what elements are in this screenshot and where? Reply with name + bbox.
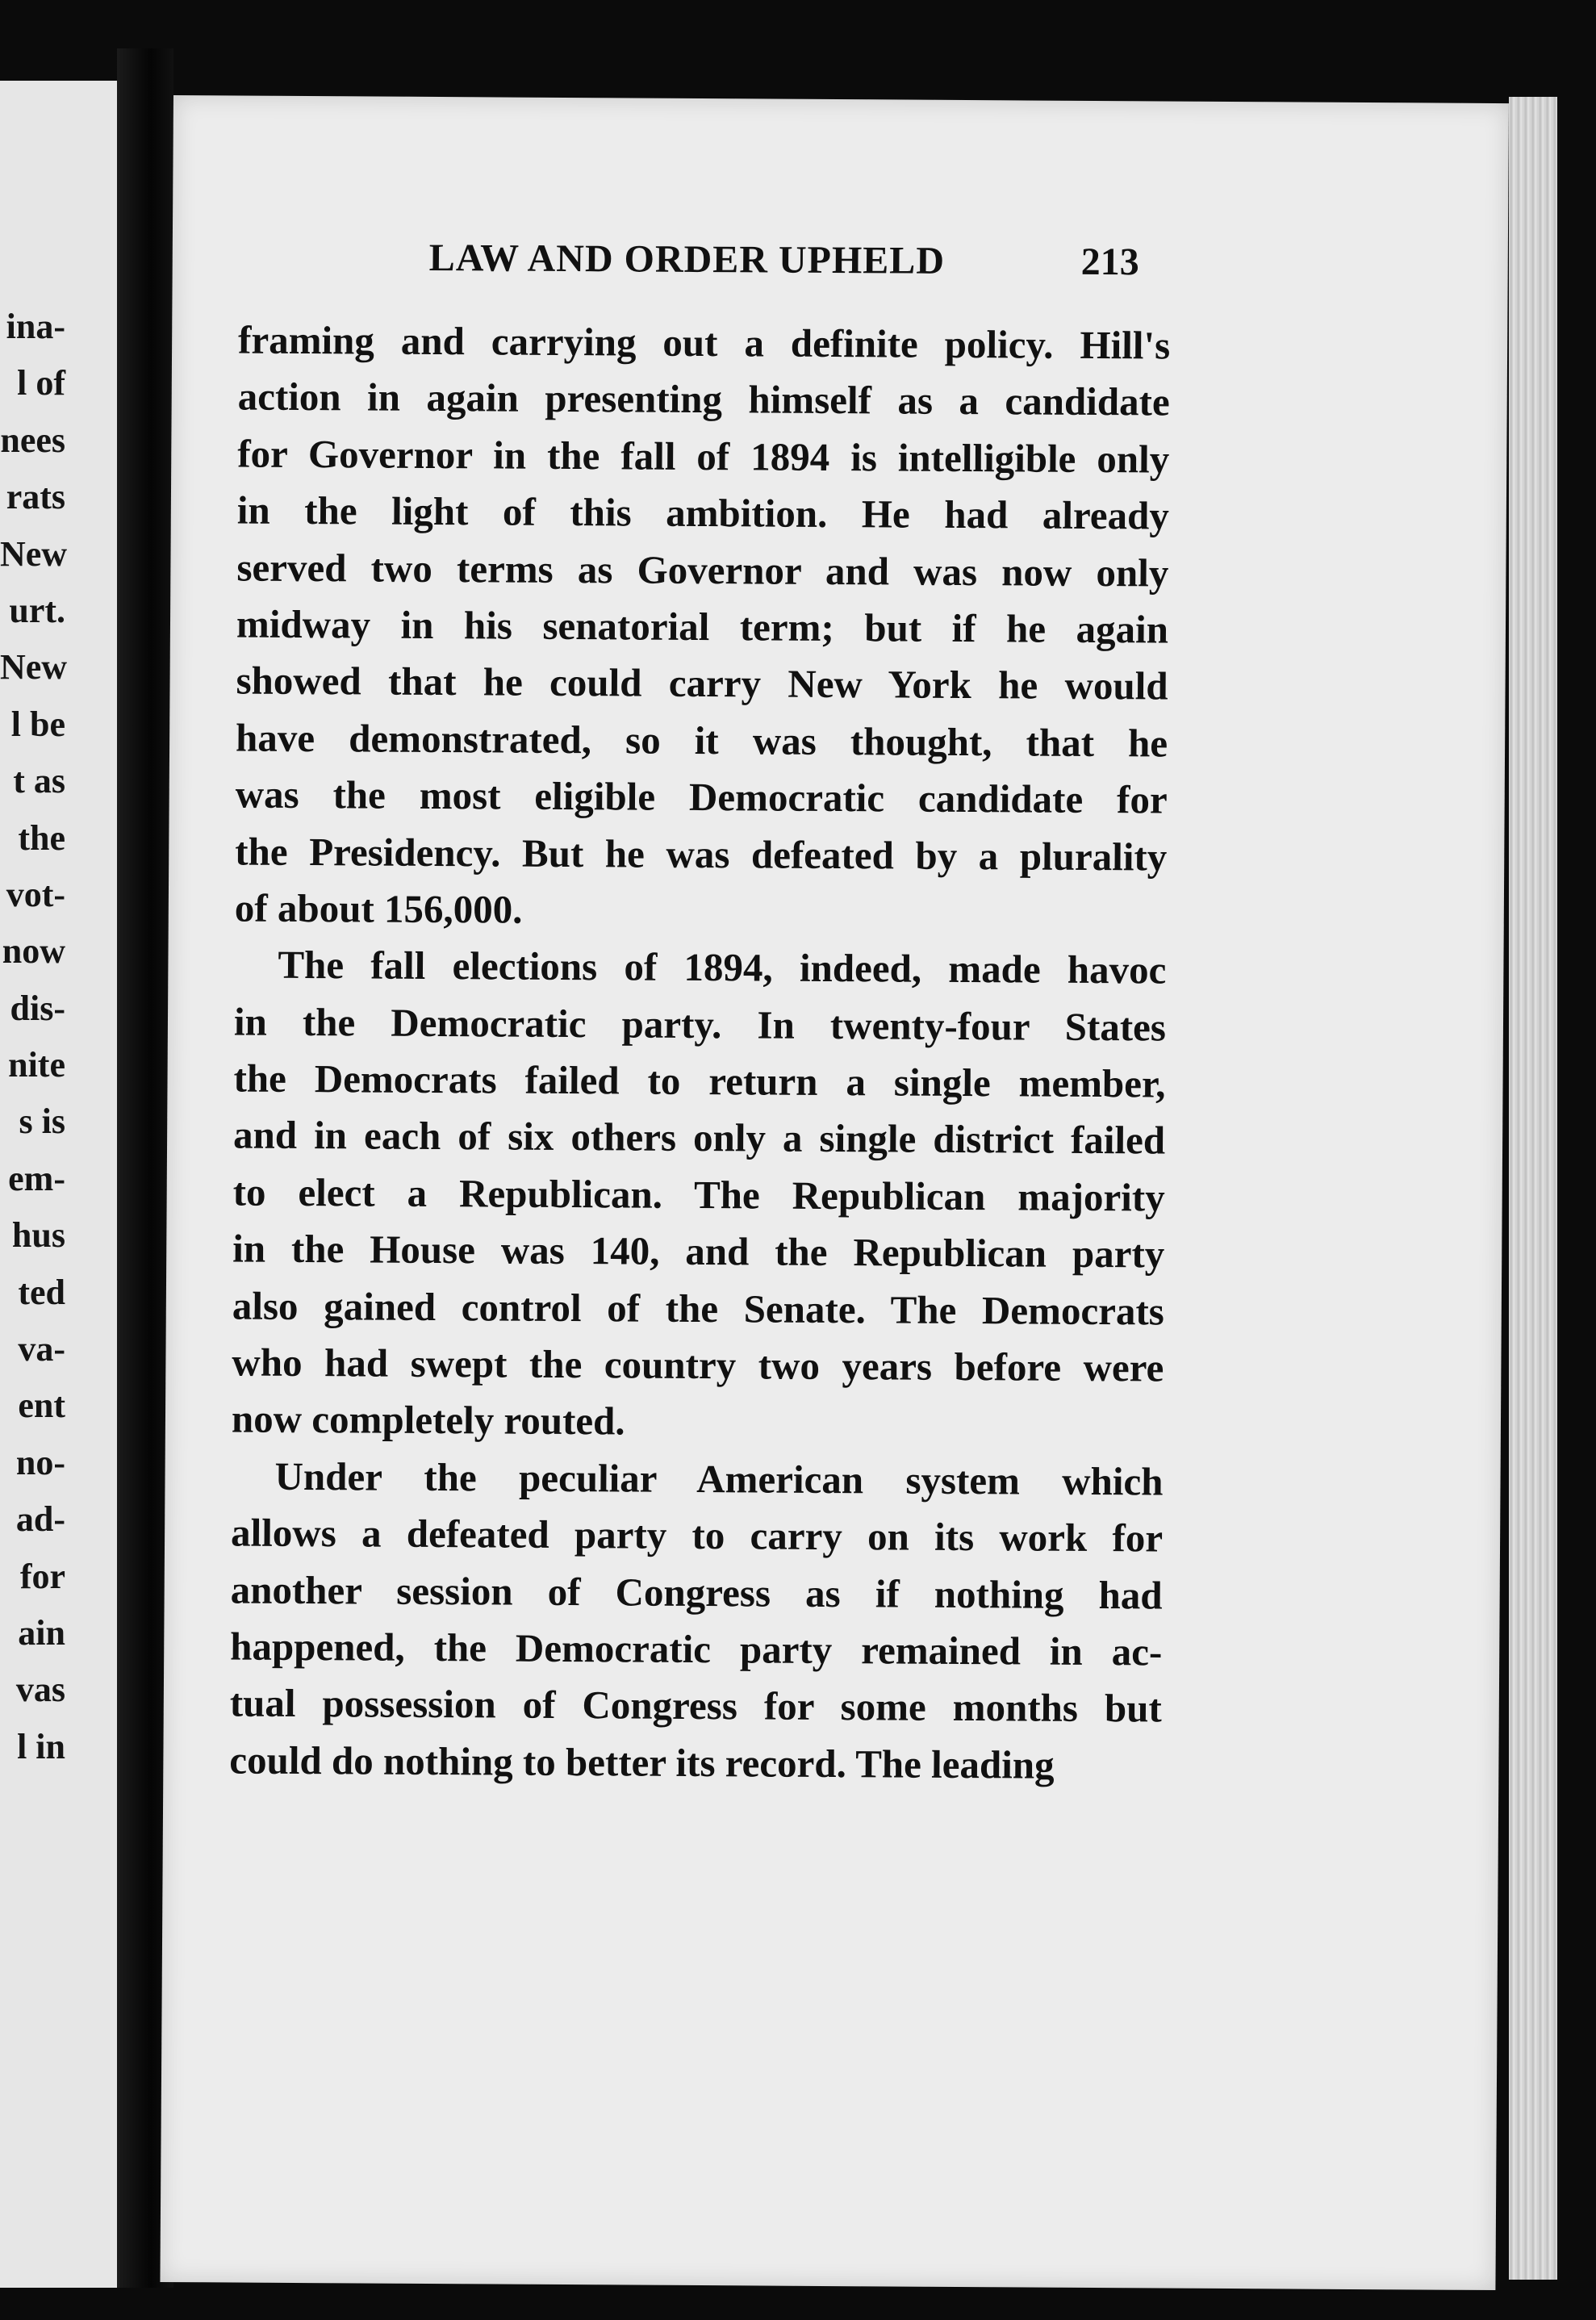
previous-page-line: New <box>0 533 68 574</box>
previous-page-line: l be <box>10 704 65 744</box>
text-line: of about 156,000. <box>234 885 523 932</box>
text-line: was the most eligible Democratic candidate for <box>235 771 1168 822</box>
previous-page-line: ted <box>18 1272 65 1312</box>
previous-page-line: nite <box>8 1045 65 1085</box>
page-body-text <box>229 311 1170 1794</box>
text-line: framing and carrying out a definite policy. Hill's <box>237 317 1171 368</box>
previous-page-line: ain <box>18 1612 65 1653</box>
previous-page-line: dis- <box>10 988 65 1028</box>
book-page <box>160 95 1509 2290</box>
previous-page-line: the <box>18 817 65 858</box>
text-line: could do nothing to better its record. The leading <box>229 1737 1055 1787</box>
previous-page-line: no- <box>15 1442 65 1482</box>
previous-page-line: ad- <box>15 1499 65 1540</box>
text-line: The fall elections of 1894, indeed, made havoc <box>278 943 1167 993</box>
text-line: in the Democratic party. In twenty-four States <box>233 999 1167 1050</box>
previous-page-line: s is <box>19 1101 65 1142</box>
previous-page-line: em- <box>8 1158 65 1198</box>
text-line: who had swept the country two years before were <box>232 1340 1164 1390</box>
previous-page-line: hus <box>11 1215 65 1256</box>
text-line: for Governor in the fall of 1894 is intelligible only <box>237 431 1170 482</box>
previous-page-line: va- <box>18 1329 65 1369</box>
paragraph <box>235 311 1171 942</box>
paragraph <box>229 1448 1164 1794</box>
text-line: now completely routed. <box>231 1396 625 1444</box>
previous-page-line: for <box>19 1556 65 1596</box>
text-line: happened, the Democratic party remained in ac- <box>230 1624 1163 1674</box>
text-line: another session of Congress as if nothing had <box>230 1567 1163 1618</box>
previous-page-fragment <box>0 81 117 2288</box>
text-line: the Democrats failed to return a single member, <box>233 1055 1166 1106</box>
text-line: showed that he could carry New York he would <box>236 658 1168 709</box>
previous-page-text <box>0 299 117 1775</box>
previous-page-line: t as <box>13 761 65 801</box>
text-line: allows a defeated party to carry on its work for <box>230 1510 1164 1561</box>
previous-page-line: New <box>0 647 68 688</box>
text-line: the Presidency. But he was defeated by a plurality <box>235 828 1168 880</box>
previous-page-line: l in <box>17 1726 65 1766</box>
text-line: action in again presenting himself as a candidate <box>237 374 1170 424</box>
previous-page-line: l of <box>17 363 65 403</box>
previous-page-line: nees <box>0 420 65 460</box>
running-title: LAW AND ORDER UPHELD <box>428 236 946 282</box>
paragraph <box>232 937 1167 1454</box>
text-line: midway in his senatorial term; but if he again <box>236 601 1169 652</box>
page-header <box>173 234 1508 299</box>
text-line: Under the peculiar American system which <box>274 1453 1164 1504</box>
previous-page-line: urt. <box>9 590 65 630</box>
text-line: served two terms as Governor and was now only <box>236 545 1169 596</box>
previous-page-line: ent <box>18 1386 65 1426</box>
previous-page-line: vas <box>15 1670 65 1710</box>
previous-page-line: rats <box>6 477 65 517</box>
previous-page-line: ina- <box>6 307 65 346</box>
text-line: in the light of this ambition. He had already <box>236 487 1170 538</box>
text-line: have demonstrated, so it was thought, that he <box>235 715 1168 766</box>
text-line: tual possession of Congress for some months but <box>229 1680 1162 1731</box>
text-line: and in each of six others only a single district failed <box>232 1112 1166 1164</box>
text-line: also gained control of the Senate. The Democrats <box>232 1283 1164 1334</box>
page-edges <box>1509 97 1557 2280</box>
previous-page-line: now <box>2 931 65 972</box>
page-number: 213 <box>1080 240 1139 284</box>
previous-page-line: vot- <box>6 874 65 914</box>
text-line: to elect a Republican. The Republican majority <box>232 1169 1165 1220</box>
text-line: in the House was 140, and the Republican party <box>232 1226 1165 1277</box>
